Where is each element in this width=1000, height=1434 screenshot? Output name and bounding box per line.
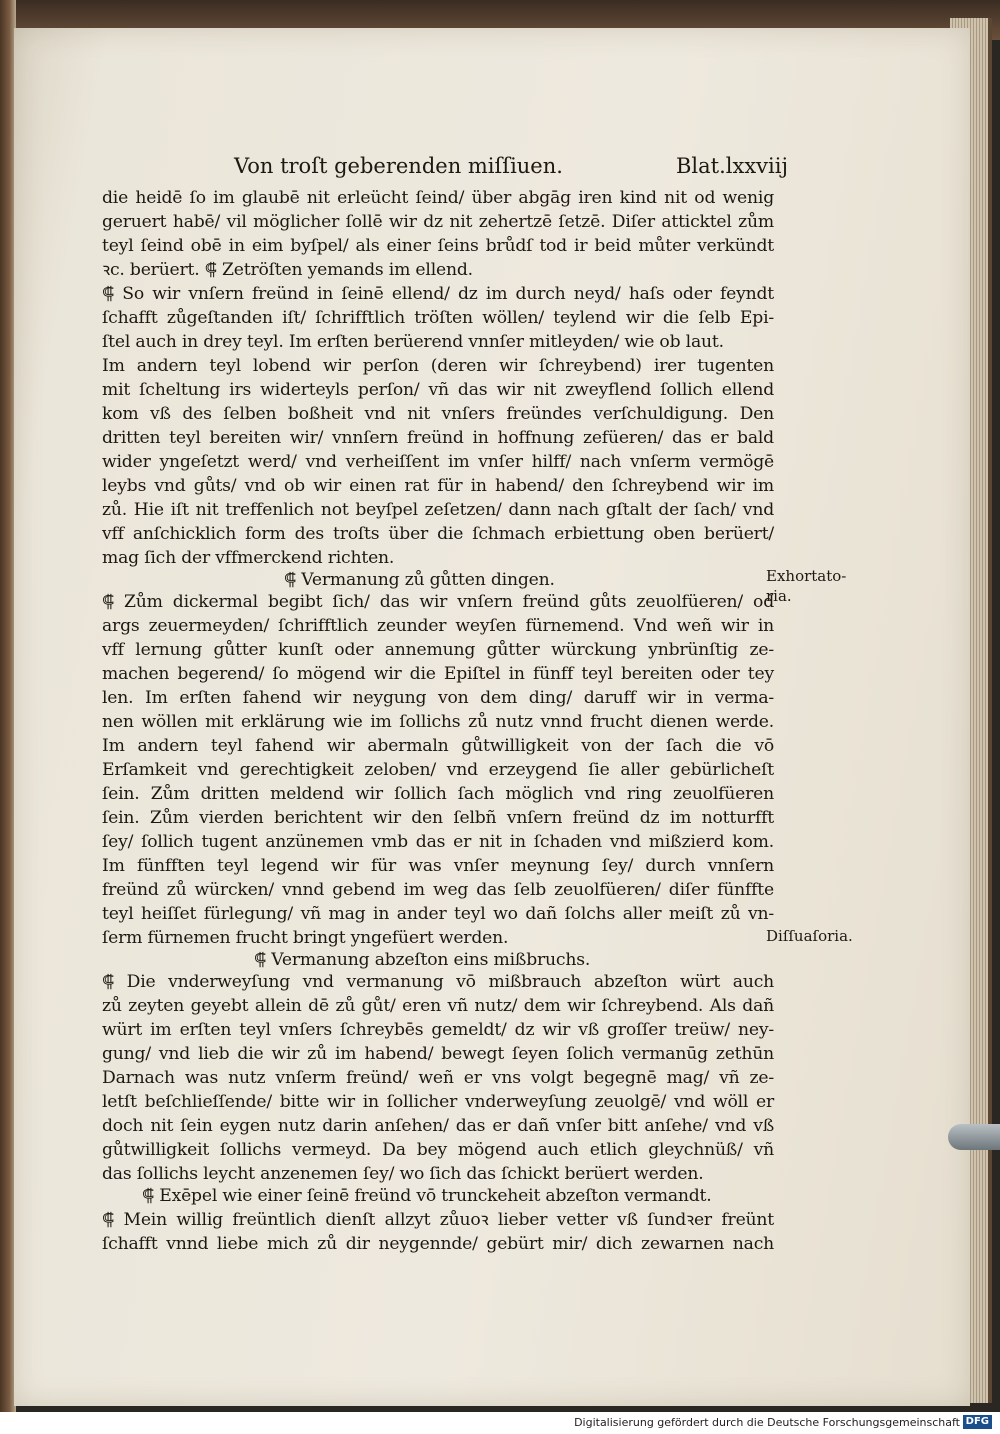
text-line: gung/ vnd lieb die wir zů im habend/ bewegt ſeyen ſolich vermanūg zethūn	[102, 1044, 774, 1064]
text-line: Im andern teyl fahend wir abermaln gůtwilligkeit von der ſach die vō	[102, 736, 774, 756]
text-line: zů. Hie iſt nit treffenlich not beyſpel zeſetzen/ dann nach gſtalt der ſach/ vnd	[102, 500, 774, 520]
text-line: vff anſchicklich form des troſts über die ſchmach erbiettung oben berüert/	[102, 524, 774, 544]
text-line: ⸿ So wir vnſern freünd in ſeinē ellend/ dz im durch neyd/ haſs oder feyndt	[102, 284, 774, 304]
text-line: dritten teyl bereiten wir/ vnnſern freünd in hoffnung zefüeren/ das er bald	[102, 428, 774, 448]
section-heading: ⸿ Vermanung zů gůtten dingen.	[284, 570, 555, 590]
text-line: Im andern teyl lobend wir perſon (deren wir ſchreybend) irer tugenten	[102, 356, 774, 376]
text-line: zů zeyten geyebt allein dē zů gůt/ eren vñ nutz/ dem wir ſchreybend. Als dañ	[102, 996, 774, 1016]
text-line: letſt beſchlieſſende/ bitte wir in ſollicher vnderweyſung zeuolgē/ vnd wöll er	[102, 1092, 774, 1112]
text-line: freünd zů würcken/ vnnd gebend im weg das ſelb zeuolfüeren/ diſer fünffte	[102, 880, 774, 900]
text-line: ſein. Zům dritten meldend wir ſollich ſach möglich vnd ring zeuolfüeren	[102, 784, 774, 804]
text-line: das ſollichs leycht anzenemen ſey/ wo ſich das ſchickt berüert werden.	[102, 1164, 704, 1184]
text-line: ſtel auch in drey teyl. Im erſten berüerend vnnſer mitleyden/ wie ob laut.	[102, 332, 724, 352]
text-line: ſerm fürnemen frucht bringt yngefüert werden.	[102, 928, 509, 948]
text-line: ſey/ ſollich tugent anzünemen vmb das er nit in ſchaden vnd mißzierd kom.	[102, 832, 774, 852]
text-line: mag ſich der vffmerckend richten.	[102, 548, 395, 568]
text-line: vff lernung gůtter kunſt oder annemung gůtter würckung ynbrünſtig ze-	[102, 640, 774, 660]
text-line: ſchafft vnnd liebe mich zů dir neygennde/ gebürt mir/ dich zewarnen nach	[102, 1234, 774, 1254]
text-line: mit ſcheltung irs widerteyls perſon/ vñ das wir nit zweyflend ſollich ellend	[102, 380, 774, 400]
folio-number: Blat.lxxviij	[676, 154, 788, 178]
section-heading: ⸿ Vermanung abzeſton eins mißbruchs.	[254, 950, 591, 970]
text-line: Erſamkeit vnd gerechtigkeit zeloben/ vnd erzeygend ſie aller gebürlicheſt	[102, 760, 774, 780]
text-line: kom vß des ſelben boßheit vnd nit vnſers freündes verſchuldigung. Den	[102, 404, 774, 424]
text-line: args zeuermeyden/ ſchrifftlich zeunder weyſen fürnemend. Vnd weñ wir in	[102, 616, 774, 636]
footer-bar	[0, 1412, 1000, 1434]
text-line: würt im erſten teyl vnſers ſchreybēs gemeldt/ dz wir vß groſſer treüw/ ney-	[102, 1020, 774, 1040]
section-heading: ⸿ Exēpel wie einer ſeinē freünd vō trunckeheit abzeſton vermandt.	[142, 1186, 712, 1206]
funding-notice: Digitalisierung gefördert durch die Deutsche Forschungsgemeinschaft	[574, 1416, 960, 1429]
text-line: ⸿ Zům dickermal begibt ſich/ das wir vnſern freünd gůts zeuolfüeren/ od	[102, 592, 774, 612]
text-line: doch nit ſein eygen nutz darin anſehen/ das er dañ vnſer bitt anſehe/ vnd vß	[102, 1116, 774, 1136]
text-line: nen wöllen mit erklärung wie im ſollichs zů nutz vnnd frucht dienen werde.	[102, 712, 774, 732]
text-line: Im fünfften teyl legend wir für was vnſer meynung ſey/ durch vnnſern	[102, 856, 774, 876]
text-line: leybs vnd gůts/ vnd ob wir einen rat für in habend/ den ſchreybend wir im	[102, 476, 774, 496]
text-line: ſein. Zům vierden berichtent wir den ſelbñ vnſern freünd dz im notturfft	[102, 808, 774, 828]
text-line: ⸿ Die vnderweyſung vnd vermanung vō mißbrauch abzeſton würt auch	[102, 972, 774, 992]
text-line: len. Im erſten fahend wir neygung von dem ding/ daruff wir in verma-	[102, 688, 774, 708]
text-line: teyl ſeind obē in eim byſpel/ als einer ſeins brůdſ tod ir beid můter verkündt	[102, 236, 774, 256]
text-line: ꝛc. berüert. ⸿ Zetröſten yemands im ellend.	[102, 260, 473, 280]
text-line: ⸿ Mein willig freüntlich dienſt allzyt zůuoꝛ lieber vetter vß ſundꝛer freünt	[102, 1210, 774, 1230]
text-line: geruert habē/ vil möglicher ſollē wir dz nit zehertzē ſetzē. Diſer atticktel zům	[102, 212, 774, 232]
text-line: teyl heiſſet fürlegung/ vñ mag in ander teyl wo dañ ſolchs aller meiſt zů vn-	[102, 904, 774, 924]
text-line: machen begerend/ ſo mögend wir die Epiſtel in fünff teyl bereiten oder tey	[102, 664, 774, 684]
marginal-note-dissuasoria: Diſſuaſoria.	[766, 927, 853, 945]
running-title: Von troſt geberenden miſſiuen.	[234, 154, 563, 178]
printed-text-block	[14, 28, 970, 1406]
text-line: gůtwilligkeit ſollichs vermeyd. Da bey mögend auch etlich gleychnüß/ vñ	[102, 1140, 774, 1160]
dfg-logo: DFG	[963, 1415, 992, 1429]
text-line: die heidē ſo im glaubē nit erleücht ſeind/ über abgāg iren kind nit od wenig	[102, 188, 774, 208]
marginal-note-exhortatoria: Exhortato-	[766, 567, 847, 585]
marginal-note-exhortatoria-cont: ria.	[766, 587, 792, 605]
text-line: Darnach was nutz vnſerm freünd/ weñ er vns volgt begegnē mag/ vñ ze-	[102, 1068, 774, 1088]
text-line: wider yngeſetzt werd/ vnd verheiſſent im vnſer hilff/ nach vnſerm vermögē	[102, 452, 774, 472]
text-line: ſchafft zůgeſtanden iſt/ ſchrifftlich tröſten wöllen/ teylend wir die ſelb Epi-	[102, 308, 774, 328]
